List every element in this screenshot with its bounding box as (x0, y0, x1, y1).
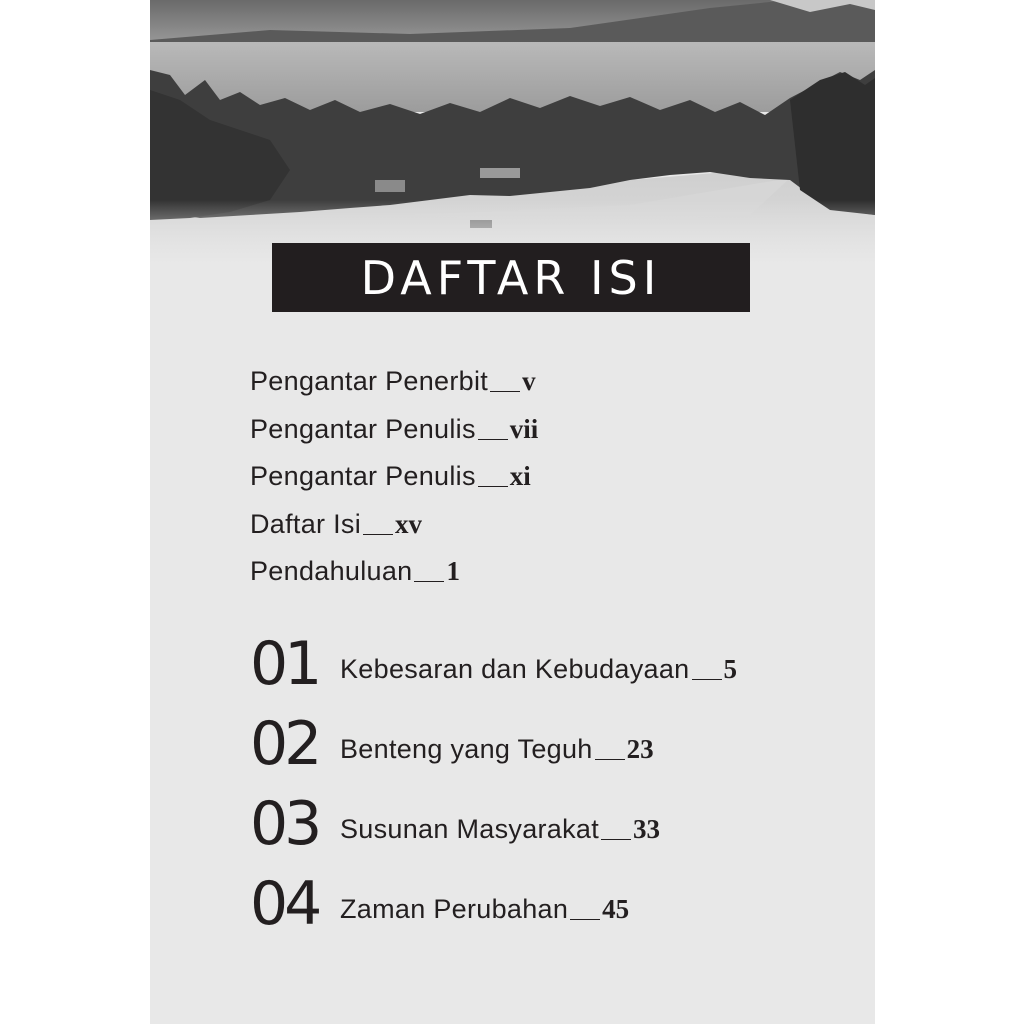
chapter-title: Zaman Perubahan (340, 893, 569, 924)
toc-entry[interactable] (250, 358, 810, 406)
chapter-body (340, 894, 629, 925)
chapter-title: Benteng yang Teguh (340, 733, 593, 764)
chapter-entry[interactable] (250, 784, 850, 864)
toc-leader (478, 466, 508, 487)
toc-leader (490, 371, 520, 392)
toc-entry-page: v (522, 366, 536, 397)
chapter-list (250, 624, 850, 944)
toc-entry-page: vii (509, 413, 539, 444)
toc-entry-page: 1 (446, 556, 460, 587)
toc-leader (601, 819, 631, 840)
toc-entry[interactable] (250, 406, 810, 454)
chapter-number: 04 (250, 869, 319, 939)
toc-leader (692, 659, 722, 680)
chapter-page: 33 (633, 813, 661, 844)
toc-entry-label: Daftar Isi (250, 508, 362, 539)
chapter-entry[interactable] (250, 704, 850, 784)
toc-entry-label: Pengantar Penulis (250, 461, 476, 492)
chapter-number: 02 (250, 709, 319, 779)
toc-entry[interactable] (250, 501, 810, 549)
front-matter-list (250, 358, 810, 596)
chapter-entry[interactable] (250, 864, 850, 944)
toc-leader (570, 899, 600, 920)
landscape-photo (150, 0, 875, 265)
chapter-body (340, 814, 660, 845)
toc-leader (478, 419, 508, 440)
toc-entry[interactable] (250, 548, 810, 596)
chapter-page: 45 (602, 893, 630, 924)
toc-entry-label: Pendahuluan (250, 556, 413, 587)
chapter-page: 23 (626, 733, 654, 764)
chapter-title: Kebesaran dan Kebudayaan (340, 653, 690, 684)
toc-entry-label: Pengantar Penerbit (250, 366, 489, 397)
toc-entry-label: Pengantar Penulis (250, 413, 476, 444)
toc-leader (595, 739, 625, 760)
chapter-number: 03 (250, 789, 319, 859)
chapter-title: Susunan Masyarakat (340, 813, 600, 844)
title-banner (272, 243, 750, 312)
toc-leader (414, 561, 444, 582)
toc-leader (363, 514, 393, 535)
chapter-page: 5 (723, 653, 737, 684)
toc-entry-page: xv (395, 508, 423, 539)
chapter-body (340, 654, 737, 685)
page-title: DAFTAR ISI (360, 250, 662, 305)
chapter-entry[interactable] (250, 624, 850, 704)
chapter-number: 01 (250, 629, 319, 699)
book-page (150, 0, 875, 1024)
toc-entry-page: xi (509, 461, 531, 492)
toc-entry[interactable] (250, 453, 810, 501)
chapter-body (340, 734, 654, 765)
